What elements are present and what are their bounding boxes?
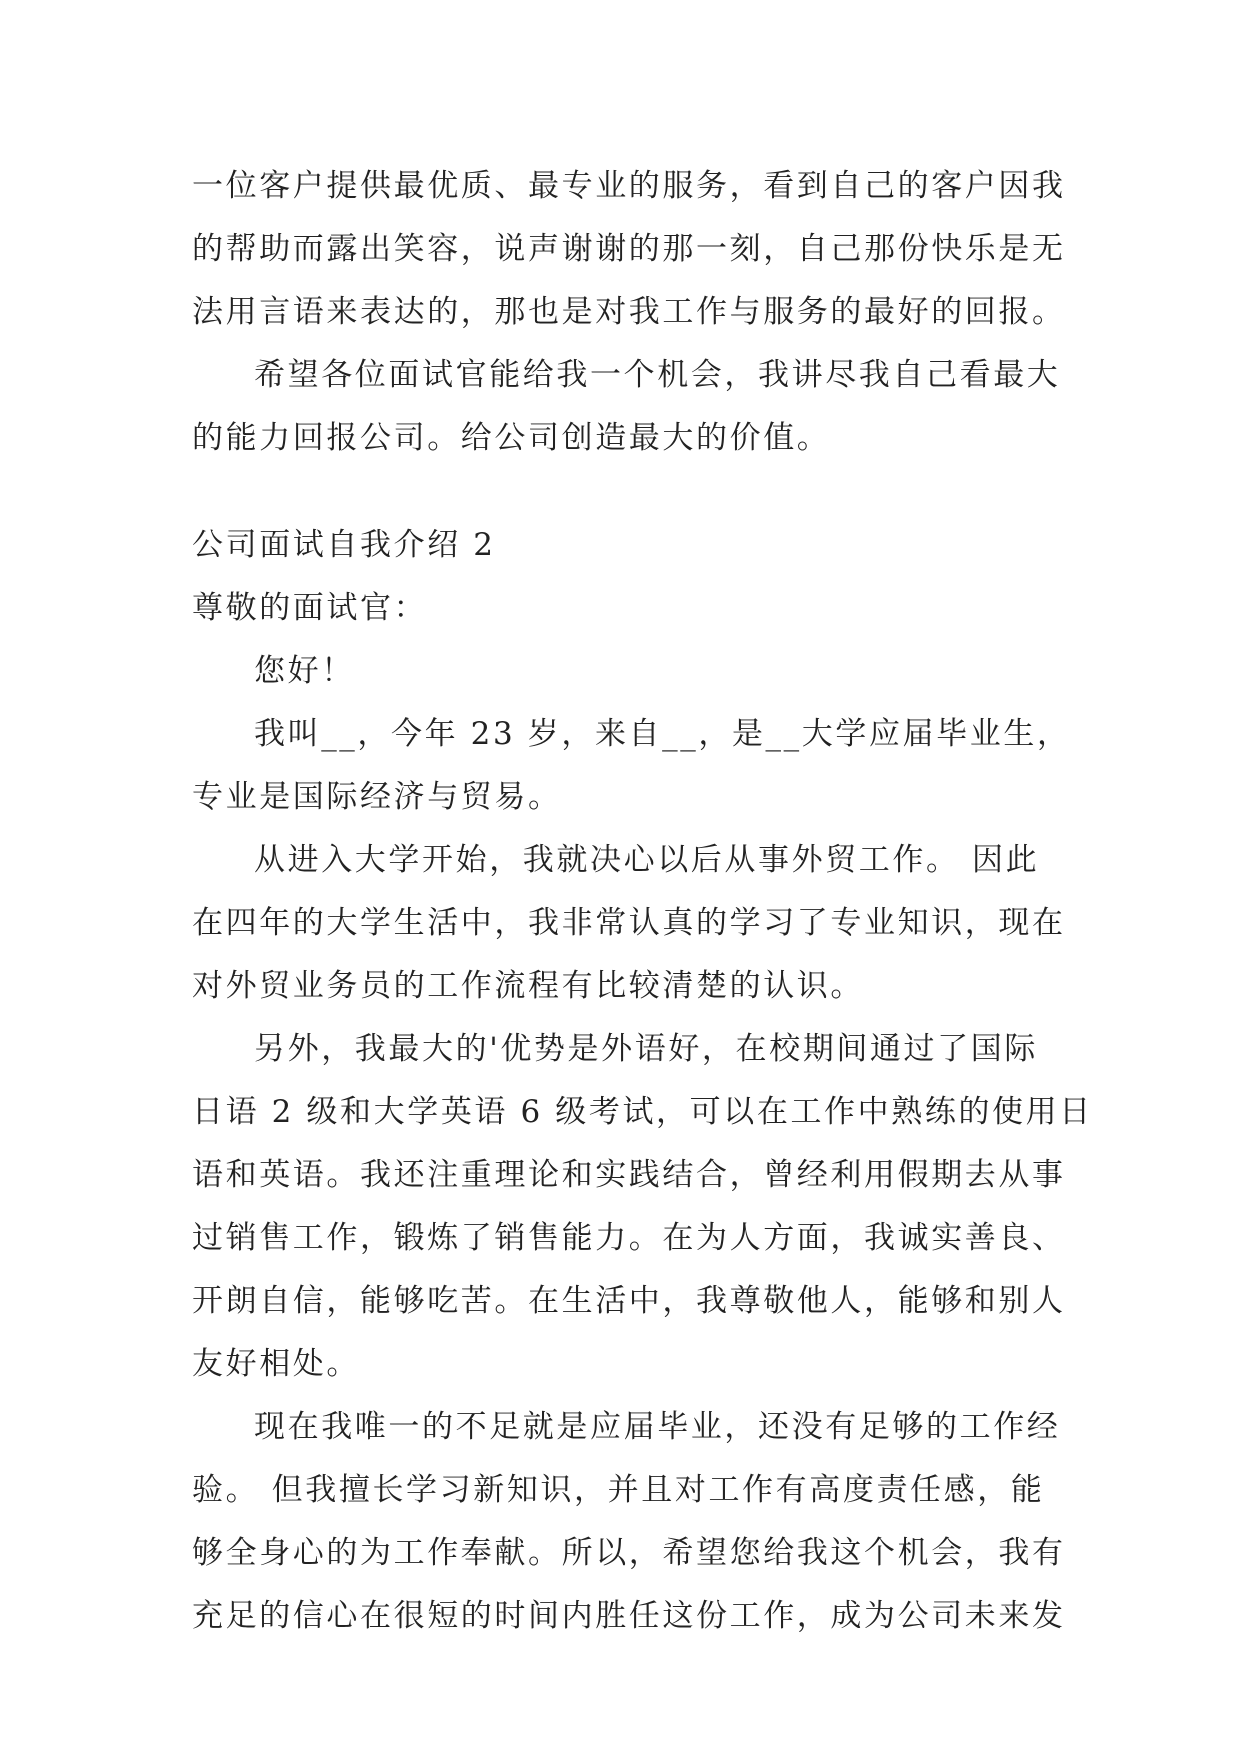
- text-line: 的能力回报公司。给公司创造最大的价值。: [192, 420, 831, 456]
- text-line: 充足的信心在很短的时间内胜任这份工作，成为公司未来发: [192, 1598, 1066, 1634]
- greeting: 您好！: [254, 653, 355, 689]
- text-line: 过销售工作，锻炼了销售能力。在为人方面，我诚实善良、: [192, 1220, 1066, 1256]
- text-line: 从进入大学开始，我就决心以后从事外贸工作。 因此: [254, 842, 1040, 878]
- text-line: 现在我唯一的不足就是应届毕业，还没有足够的工作经: [254, 1409, 1061, 1445]
- text-line: 友好相处。: [192, 1346, 360, 1382]
- text-line: 另外，我最大的'优势是外语好，在校期间通过了国际: [254, 1031, 1038, 1067]
- text-line: 验。 但我擅长学习新知识，并且对工作有高度责任感，能: [192, 1472, 1045, 1508]
- text-line: 我叫__，今年 23 岁，来自__，是__大学应届毕业生，: [254, 716, 1071, 752]
- text-line: 够全身心的为工作奉献。所以，希望您给我这个机会，我有: [192, 1535, 1066, 1571]
- text-line: 日语 2 级和大学英语 6 级考试，可以在工作中熟练的使用日: [192, 1094, 1093, 1130]
- text-line: 语和英语。我还注重理论和实践结合，曾经利用假期去从事: [192, 1157, 1066, 1193]
- text-line: 法用言语来表达的，那也是对我工作与服务的最好的回报。: [192, 294, 1066, 330]
- text-line: 一位客户提供最优质、最专业的服务，看到自己的客户因我: [192, 168, 1066, 204]
- section-heading: 公司面试自我介绍 2: [192, 527, 496, 563]
- salutation: 尊敬的面试官：: [192, 590, 428, 626]
- text-line: 的帮助而露出笑容，说声谢谢的那一刻，自己那份快乐是无: [192, 231, 1066, 267]
- text-line: 专业是国际经济与贸易。: [192, 779, 562, 815]
- text-line: 对外贸业务员的工作流程有比较清楚的认识。: [192, 968, 864, 1004]
- text-line: 在四年的大学生活中，我非常认真的学习了专业知识，现在: [192, 905, 1066, 941]
- text-line: 希望各位面试官能给我一个机会，我讲尽我自己看最大: [254, 357, 1061, 393]
- text-line: 开朗自信，能够吃苦。在生活中，我尊敬他人，能够和别人: [192, 1283, 1066, 1319]
